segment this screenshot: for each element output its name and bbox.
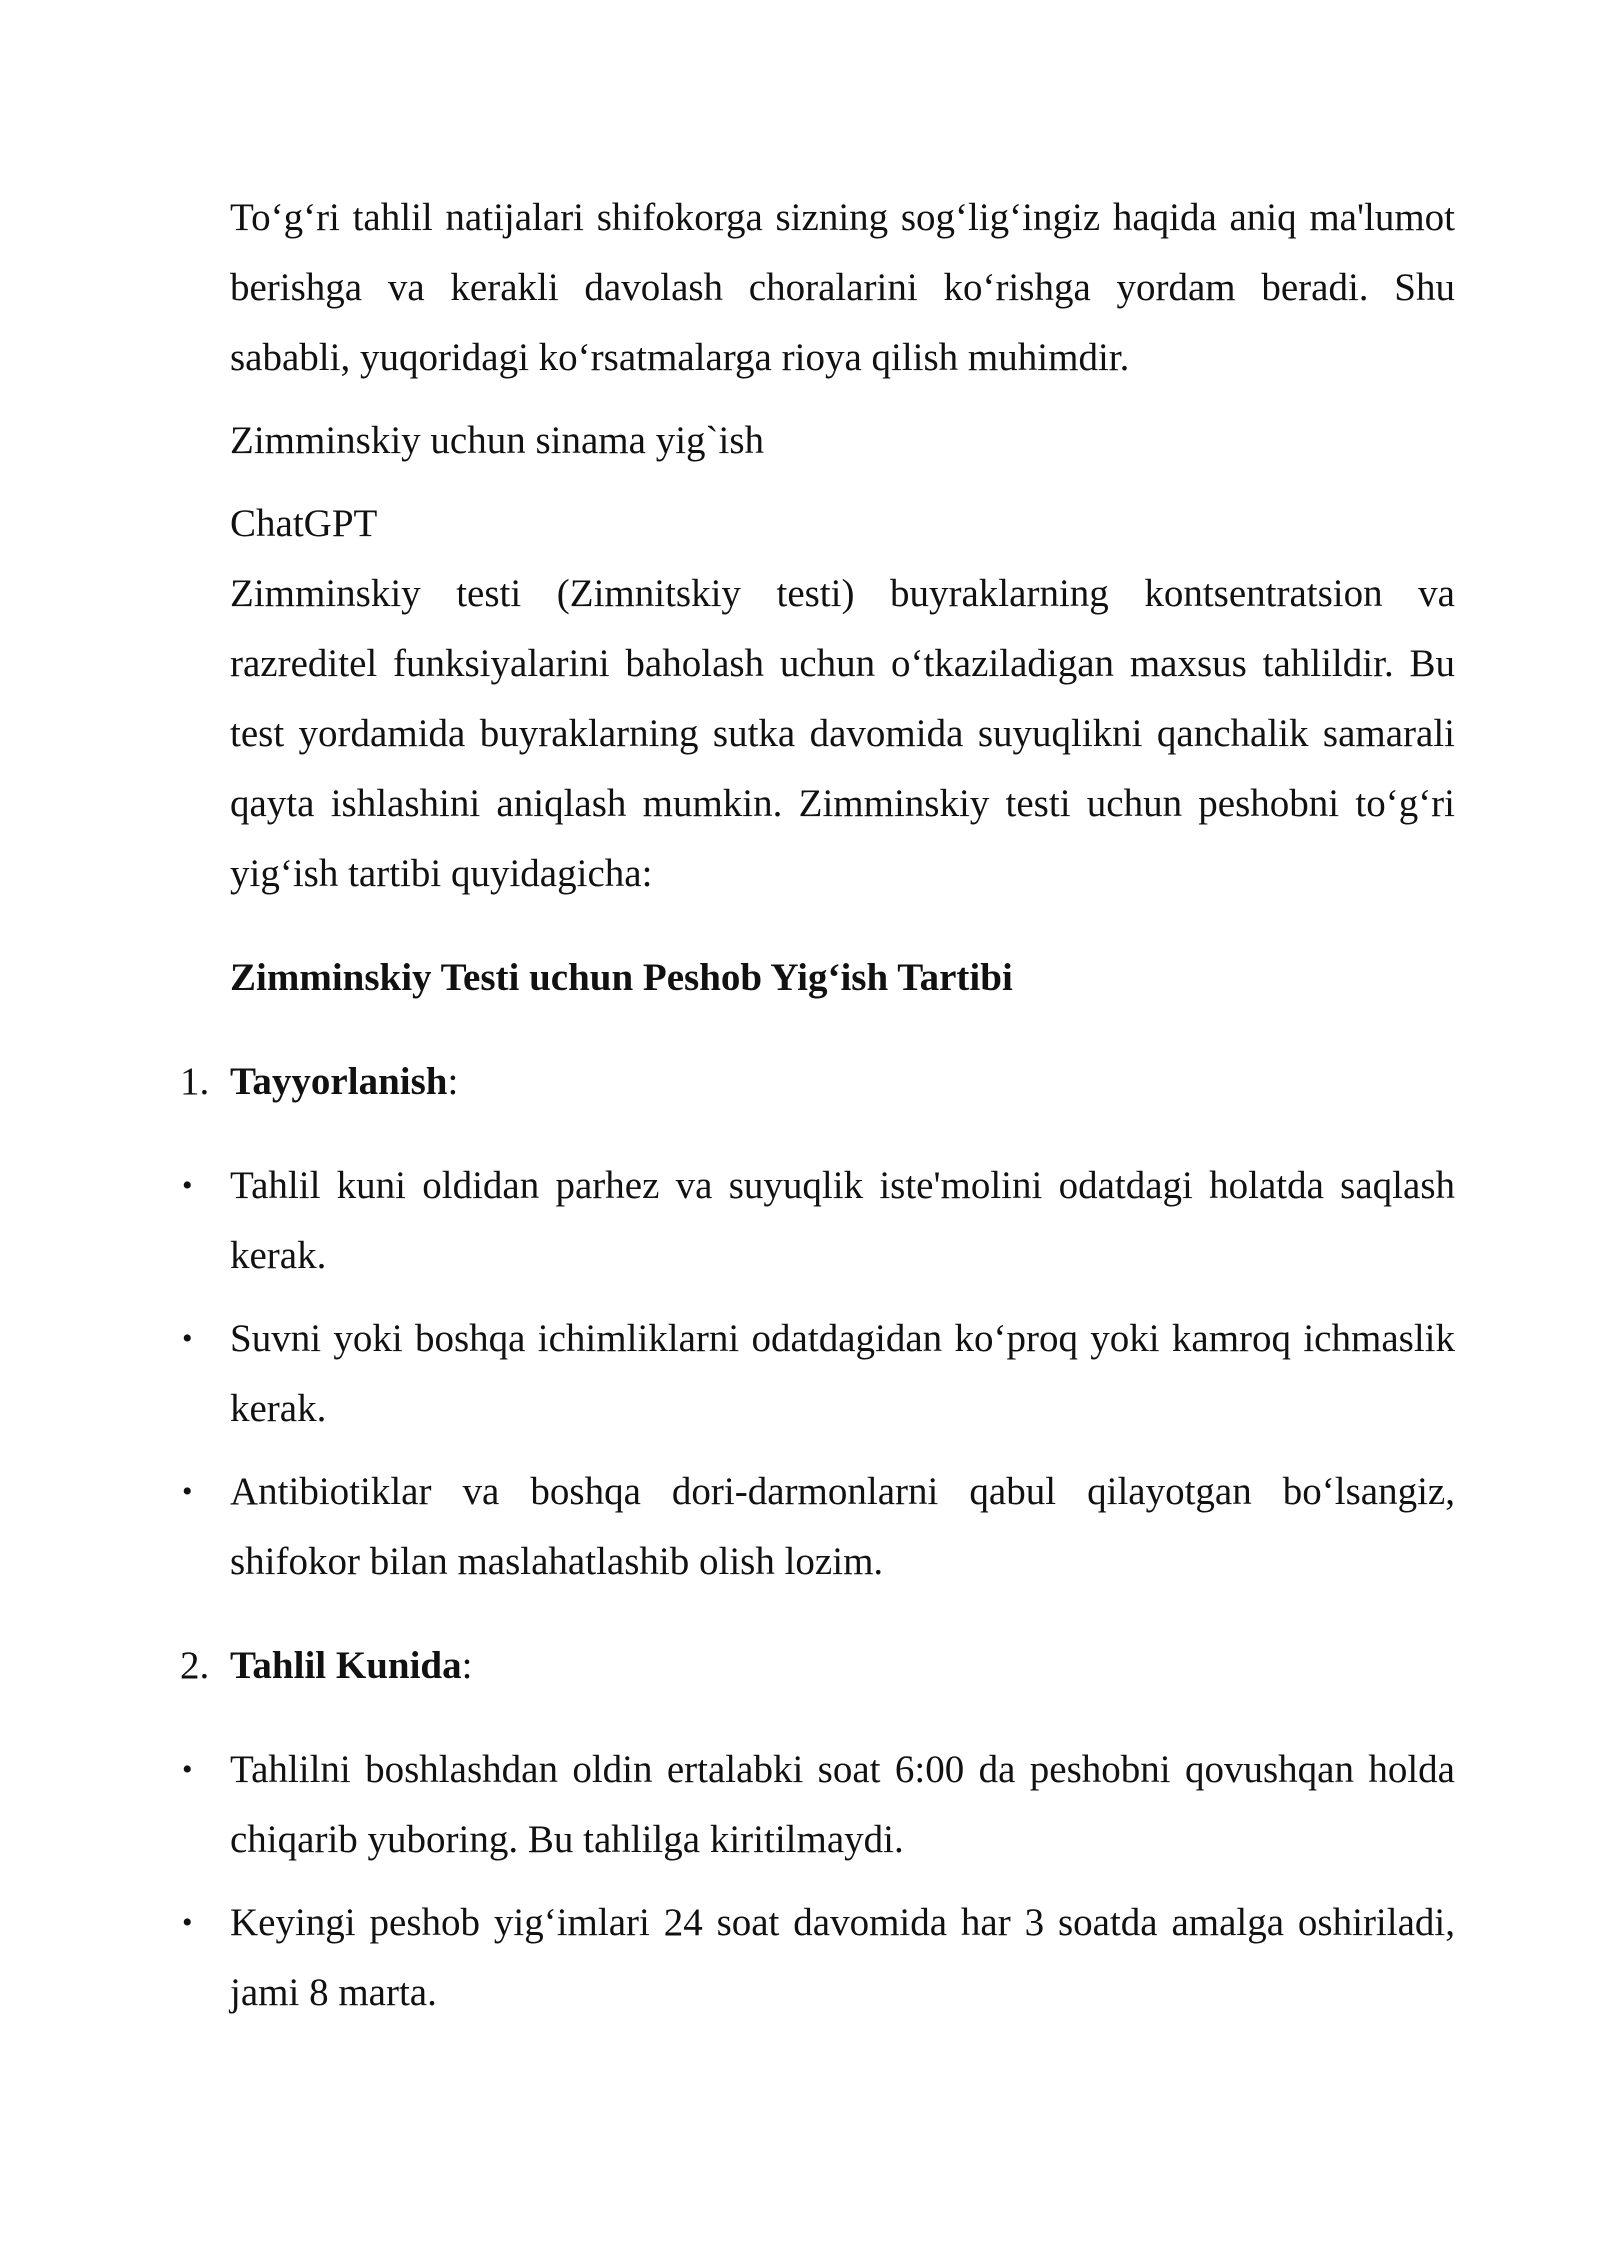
prompt-line: Zimminskiy uchun sinama yig`ish xyxy=(230,419,765,462)
step-number: 1. xyxy=(180,1060,210,1103)
step-title: Tahlil Kunida xyxy=(230,1644,462,1687)
step-title: Tayyorlanish xyxy=(230,1060,448,1103)
step-suffix: : xyxy=(447,1060,459,1103)
list-item-text: Tahlilni boshlashdan oldin ertalabki soat 6:00 da peshobni qovushqan holda chiqarib yuboring. Bu tahlilga kiritilmaydi. xyxy=(230,1748,1455,1861)
bullet-icon: • xyxy=(182,1475,193,1508)
bullet-icon: • xyxy=(182,1322,193,1355)
step-suffix: : xyxy=(461,1644,473,1687)
bullet-icon: • xyxy=(182,1753,193,1786)
list-item-text: Antibiotiklar va boshqa dori-darmonlarni qabul qilayotgan bo‘lsangiz, shifokor bilan maslahatlashib olish lozim. xyxy=(230,1470,1455,1583)
list-item xyxy=(182,1735,1455,1875)
bullet-icon: • xyxy=(182,1906,193,1939)
list-item-text: Keyingi peshob yig‘imlari 24 soat davomida har 3 soatda amalga oshiriladi, jami 8 marta. xyxy=(230,1901,1455,2014)
document-content xyxy=(180,183,1455,2028)
step-item xyxy=(180,1047,1455,1117)
list-item xyxy=(182,1888,1455,2028)
bullet-icon: • xyxy=(182,1169,193,1202)
list-item-text: Tahlil kuni oldidan parhez va suyuqlik iste'molini odatdagi holatda saqlash kerak. xyxy=(230,1164,1455,1277)
intro-paragraph: To‘g‘ri tahlil natijalari shifokorga sizning sog‘lig‘ingiz haqida aniq ma'lumot berishga va kerakli davolash choralarini ko‘rishga yordam beradi. Shu sababli, yuqoridagi ko‘rsatmalarga rioya qilish muhimdir. xyxy=(230,196,1455,379)
author-line: ChatGPT xyxy=(230,502,378,545)
step-item xyxy=(180,1631,1455,1701)
list-item xyxy=(182,1457,1455,1597)
list-item xyxy=(182,1304,1455,1444)
body-paragraph: Zimminskiy testi (Zimnitskiy testi) buyraklarning kontsentratsion va razreditel funksiyalarini baholash uchun o‘tkaziladigan maxsus tahlildir. Bu test yordamida buyraklarning sutka davomida suyuqlikni qanchalik samarali qayta ishlashini aniqlash mumkin. Zimminskiy testi uchun peshobni to‘g‘ri yig‘ish tartibi quyidagicha: xyxy=(230,572,1455,895)
step-number: 2. xyxy=(180,1644,210,1687)
section-heading: Zimminskiy Testi uchun Peshob Yig‘ish Tartibi xyxy=(230,956,1013,999)
list-item-text: Suvni yoki boshqa ichimliklarni odatdagidan ko‘proq yoki kamroq ichmaslik kerak. xyxy=(230,1317,1455,1430)
list-item xyxy=(182,1151,1455,1291)
